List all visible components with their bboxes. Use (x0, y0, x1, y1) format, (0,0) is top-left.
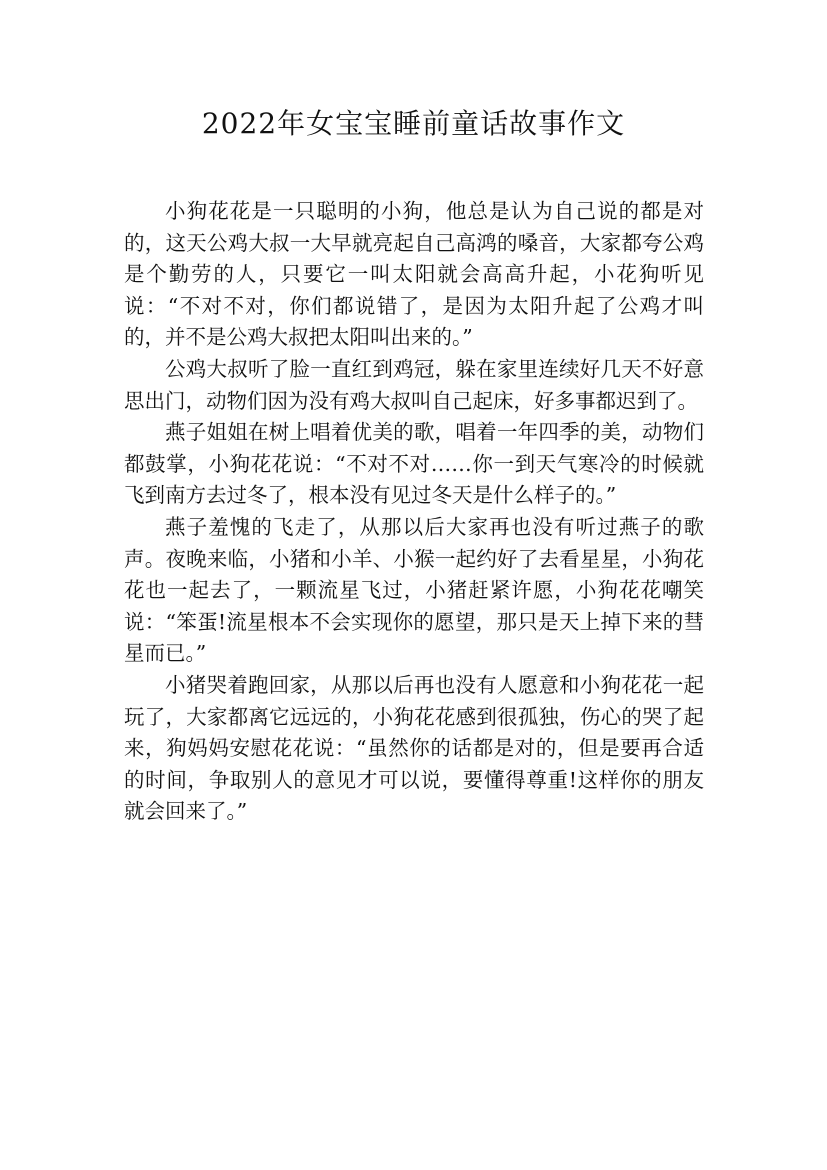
paragraph-3: 燕子姐姐在树上唱着优美的歌，唱着一年四季的美，动物们都鼓掌，小狗花花说：“不对不对……你一到天气寒冷的时候就飞到南方去过冬了，根本没有见过冬天是什么样子的。” (124, 420, 704, 508)
paragraph-5: 小猪哭着跑回家，从那以后再也没有人愿意和小狗花花一起玩了，大家都离它远远的，小狗花花感到很孤独，伤心的哭了起来，狗妈妈安慰花花说：“虽然你的话都是对的，但是要再合适的时间，争取别人的意见才可以说，要懂得尊重!这样你的朋友就会回来了。” (124, 672, 704, 824)
document-title: 2022年女宝宝睡前童话故事作文 (201, 107, 626, 140)
document-body (124, 196, 704, 828)
paragraph-1: 小狗花花是一只聪明的小狗，他总是认为自己说的都是对的，这天公鸡大叔一大早就亮起自己高鸿的嗓音，大家都夸公鸡是个勤劳的人，只要它一叫太阳就会高高升起，小花狗听见说：“不对不对，你们都说错了，是因为太阳升起了公鸡才叫的，并不是公鸡大叔把太阳叫出来的。” (124, 199, 704, 350)
paragraph-4: 燕子羞愧的飞走了，从那以后大家再也没有听过燕子的歌声。夜晚来临，小猪和小羊、小猴一起约好了去看星星，小狗花花也一起去了，一颗流星飞过，小猪赶紧许愿，小狗花花嘲笑说：“笨蛋!流星根本不会实现你的愿望，那只是天上掉下来的彗星而已。” (124, 514, 704, 666)
paragraph-2: 公鸡大叔听了脸一直红到鸡冠，躲在家里连续好几天不好意思出门，动物们因为没有鸡大叔叫自己起床，好多事都迟到了。 (124, 356, 704, 413)
